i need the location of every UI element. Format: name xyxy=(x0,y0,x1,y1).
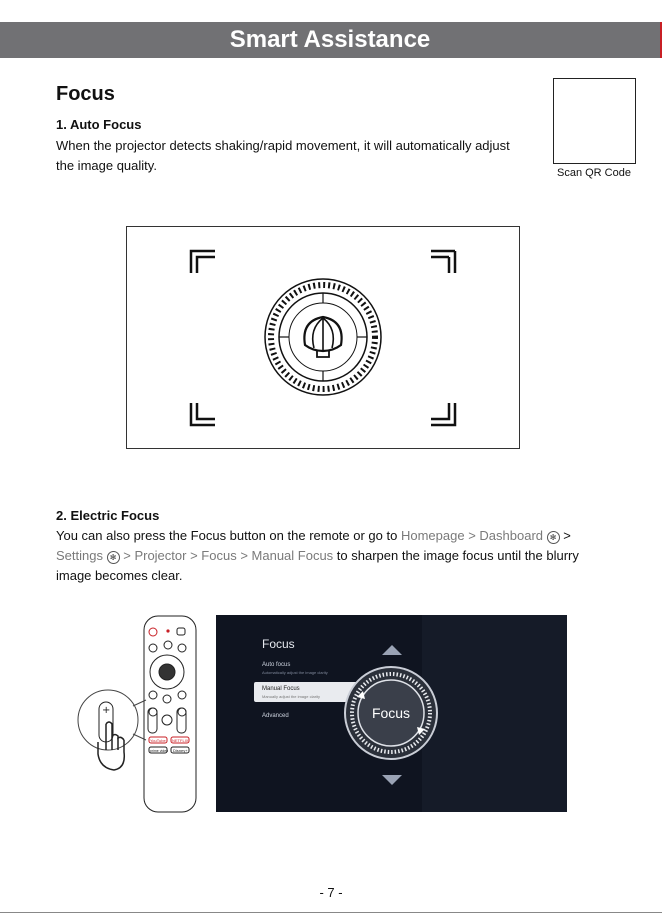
auto-focus-heading: 1. Auto Focus xyxy=(56,117,142,132)
path-homepage: Homepage xyxy=(400,528,465,543)
path-separator: > xyxy=(464,528,480,543)
menu-item-auto-focus-sub: Automatically adjust the image clarity xyxy=(262,670,328,675)
focus-illustration xyxy=(126,226,520,449)
header-title: Smart Assistance xyxy=(229,26,431,53)
path-separator: > xyxy=(186,548,202,563)
screen-title: Focus xyxy=(262,637,295,651)
gear-icon: ✻ xyxy=(547,531,560,544)
remote-illustration xyxy=(76,612,206,818)
qr-caption: Scan QR Code xyxy=(557,167,631,179)
page-title: Focus xyxy=(56,83,115,105)
chevron-down-icon xyxy=(382,775,402,785)
path-focus: Focus xyxy=(201,548,237,563)
prime-video-button: prime video xyxy=(150,749,169,753)
path-settings: Settings xyxy=(56,548,103,563)
auto-focus-text: When the projector detects shaking/rapid movement, it will automatically adjust the image quality. xyxy=(56,138,510,173)
electric-focus-text-2: to sharpen the image focus until the blurry image becomes clear. xyxy=(56,548,579,583)
path-projector: Projector xyxy=(134,548,187,563)
chevron-up-icon xyxy=(382,645,402,655)
youtube-button: YouTube xyxy=(150,738,166,743)
disney-plus-button: Disney+ xyxy=(173,748,188,753)
path-manual-focus: Manual Focus xyxy=(251,548,334,563)
header-bar xyxy=(0,22,662,58)
menu-item-advanced: Advanced xyxy=(262,713,289,719)
netflix-button: NETFLIX xyxy=(172,738,189,743)
electric-focus-text xyxy=(56,526,606,586)
electric-focus-heading: 2. Electric Focus xyxy=(56,508,160,523)
path-separator: > xyxy=(236,548,252,563)
menu-item-auto-focus: Auto focus xyxy=(262,662,291,668)
focus-illustration-graphic xyxy=(127,227,519,448)
footer-line xyxy=(0,912,662,913)
focus-menu-screenshot xyxy=(216,615,567,812)
qr-code-placeholder xyxy=(553,78,636,164)
gear-icon: ✻ xyxy=(107,551,120,564)
path-separator: > xyxy=(119,548,135,563)
page-number: - 7 - xyxy=(319,885,343,900)
path-dashboard: Dashboard xyxy=(479,528,544,543)
path-separator: > xyxy=(559,528,571,543)
menu-item-manual-focus-sub: Manually adjust the image clarity xyxy=(262,694,321,699)
menu-item-manual-focus: Manual Focus xyxy=(262,686,300,692)
dial-label: Focus xyxy=(371,705,411,721)
svg-text:+: + xyxy=(102,705,111,716)
electric-focus-text-1: You can also press the Focus button on the remote or go to xyxy=(56,528,401,543)
